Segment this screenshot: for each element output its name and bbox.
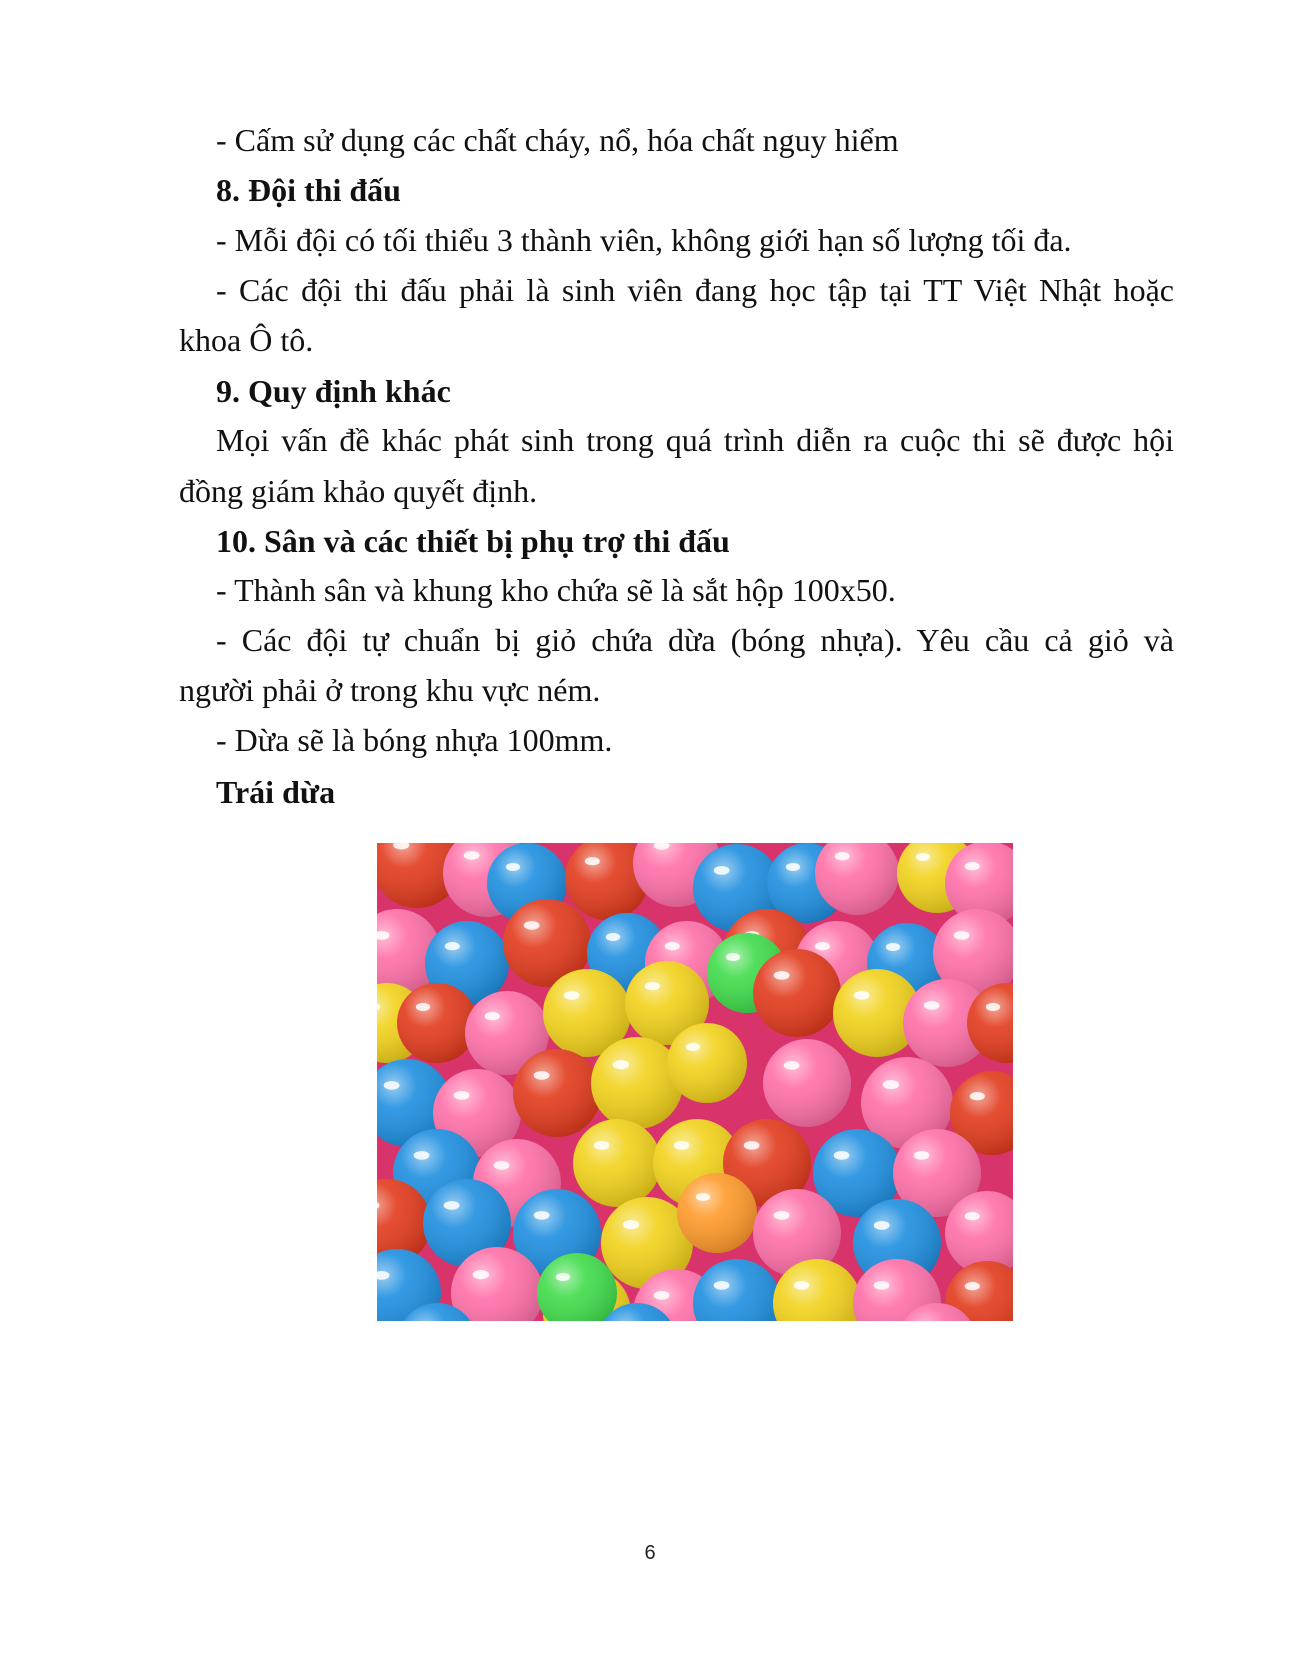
rule-other-issues: Mọi vấn đề khác phát sinh trong quá trình diễn ra cuộc thi sẽ được hội [216,422,1174,458]
page-number: 6 [644,1542,656,1564]
rule-basket-cont: người phải ở trong khu vực ném. [179,672,601,708]
plastic-balls-photo [377,843,1013,1321]
rule-team-eligibility-cont: khoa Ô tô. [179,322,314,358]
rule-other-issues-cont: đồng giám khảo quyết định. [179,473,538,509]
heading-section-10: 10. Sân và các thiết bị phụ trợ thi đấu [216,523,730,559]
ball-icon [573,1119,661,1207]
rule-basket: - Các đội tự chuẩn bị giỏ chứa dừa (bóng nhựa). Yêu cầu cả giỏ và [216,622,1174,658]
ball-icon [397,983,477,1063]
ball-icon [667,1023,747,1103]
photo-caption: Trái dừa [216,774,336,810]
rule-team-size: - Mỗi đội có tối thiểu 3 thành viên, không giới hạn số lượng tối đa. [216,222,1072,258]
ball-icon [753,949,841,1037]
plastic-balls-image [377,843,1013,1321]
rule-team-eligibility: - Các đội thi đấu phải là sinh viên đang học tập tại TT Việt Nhật hoặc [216,272,1174,308]
heading-section-8: 8. Đội thi đấu [216,172,401,208]
ball-icon [763,1039,851,1127]
rule-ball-size: - Dừa sẽ là bóng nhựa 100mm. [216,722,613,758]
ball-icon [513,1049,601,1137]
ball-icon [677,1173,757,1253]
heading-section-9: 9. Quy định khác [216,373,451,409]
rule-field-frame: - Thành sân và khung kho chứa sẽ là sắt hộp 100x50. [216,572,896,608]
rule-no-flammables: - Cấm sử dụng các chất cháy, nổ, hóa chất nguy hiểm [216,122,899,158]
